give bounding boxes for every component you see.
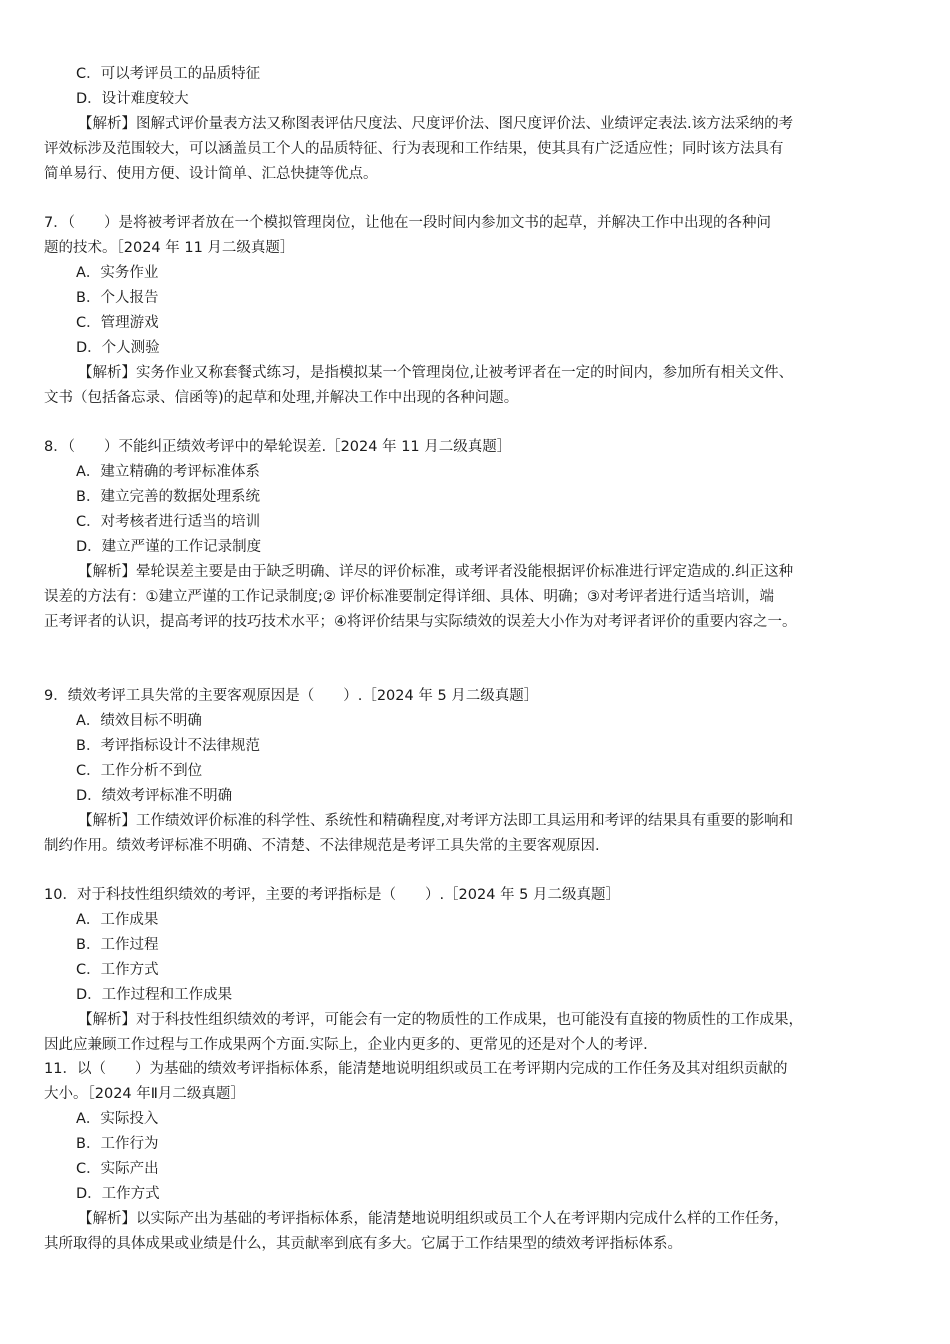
q7-analysis: 【解析】实务作业又称套餐式练习，是指模拟某一个管理岗位,让被考评者在一定的时间内，参加所有相关文件、 [78,365,794,381]
q10-analysis-cont: 因此应兼顾工作过程与工作成果两个方面.实际上，企业内更多的、更常见的还是对个人的考评. [44,1037,648,1053]
q6-option-c: C．可以考评员工的品质特征 [76,66,261,82]
q8-option-a: A．建立精确的考评标准体系 [76,464,260,480]
q7-analysis-cont: 文书（包括备忘录、信函等)的起草和处理,并解决工作中出现的各种问题。 [44,390,519,406]
q8-option-b: B．建立完善的数据处理系统 [76,489,260,505]
q7-option-d: D．个人测验 [76,340,160,356]
q7-option-c: C．管理游戏 [76,315,159,331]
q10-option-d: D．工作过程和工作成果 [76,987,233,1003]
q10-option-b: B．工作过程 [76,937,159,953]
q11-option-c: C．实际产出 [76,1161,159,1177]
q9-option-a: A．绩效目标不明确 [76,713,202,729]
q9-option-b: B．考评指标设计不法律规范 [76,738,260,754]
q11-analysis-cont: 其所取得的具体成果或业绩是什么，其贡献率到底有多大。它属于工作结果型的绩效考评指标体系。 [44,1236,682,1252]
q11-analysis: 【解析】以实际产出为基础的考评指标体系，能清楚地说明组织或员工个人在考评期内完成什么样的工作任务， [78,1211,789,1227]
q8-analysis: 【解析】晕轮误差主要是由于缺乏明确、详尽的评价标准，或考评者没能根据评价标准进行评定造成的.纠正这种 [78,564,794,580]
q7-stem-cont: 题的技术。［2024 年 11 月二级真题］ [44,240,295,256]
q11-option-d: D．工作方式 [76,1186,160,1202]
q6-analysis: 【解析】图解式评价量表方法又称图表评估尺度法、尺度评价法、图尺度评价法、业绩评定表法.该方法采纳的考 [78,116,794,132]
q9-option-c: C．工作分析不到位 [76,763,203,779]
q10-option-a: A．工作成果 [76,912,159,928]
q6-option-d: D．设计难度较大 [76,91,189,107]
q9-stem: 9．绩效考评工具失常的主要客观原因是（ ）.［2024 年 5 月二级真题］ [44,688,539,704]
q7-option-b: B．个人报告 [76,290,159,306]
q9-analysis-cont: 制约作用。绩效考评标准不明确、不清楚、不法律规范是考评工具失常的主要客观原因. [44,838,600,854]
q11-option-a: A．实际投入 [76,1111,159,1127]
q11-stem-cont: 大小。［2024 年Ⅱ月二级真题］ [44,1086,245,1102]
q9-analysis: 【解析】工作绩效评价标准的科学性、系统性和精确程度,对考评方法即工具运用和考评的结果具有重要的影响和 [78,813,794,829]
q8-stem: 8．（ ）不能纠正绩效考评中的晕轮误差.［2024 年 11 月二级真题］ [44,439,512,455]
q10-option-c: C．工作方式 [76,962,159,978]
q9-option-d: D．绩效考评标准不明确 [76,788,233,804]
q11-stem: 11．以（ ）为基础的绩效考评指标体系，能清楚地说明组织或员工在考评期内完成的工作任务及其对组织贡献的 [44,1061,788,1077]
q6-analysis-cont: 简单易行、使用方便、设计简单、汇总快捷等优点。 [44,166,378,182]
q8-analysis-cont: 正考评者的认识，提高考评的技巧技术水平；④将评价结果与实际绩效的误差大小作为对考评者评价的重要内容之一。 [44,614,797,630]
q8-analysis-cont: 误差的方法有：①建立严谨的工作记录制度;② 评价标准要制定得详细、具体、明确；③对考评者进行适当培训，端 [44,589,774,605]
q7-stem: 7．（ ）是将被考评者放在一个模拟管理岗位，让他在一段时间内参加文书的起草，并解决工作中出现的各种问 [44,215,771,231]
q6-analysis-cont: 评效标涉及范围较大，可以涵盖员工个人的品质特征、行为表现和工作结果，使其具有广泛适应性；同时该方法具有 [44,141,784,157]
q10-stem: 10．对于科技性组织绩效的考评，主要的考评指标是（ ）.［2024 年 5 月二级真题］ [44,887,621,903]
q8-option-c: C．对考核者进行适当的培训 [76,514,261,530]
q11-option-b: B．工作行为 [76,1136,159,1152]
q7-option-a: A．实务作业 [76,265,159,281]
q8-option-d: D．建立严谨的工作记录制度 [76,539,262,555]
q10-analysis: 【解析】对于科技性组织绩效的考评，可能会有一定的物质性的工作成果，也可能没有直接的物质性的工作成果， [78,1012,803,1028]
